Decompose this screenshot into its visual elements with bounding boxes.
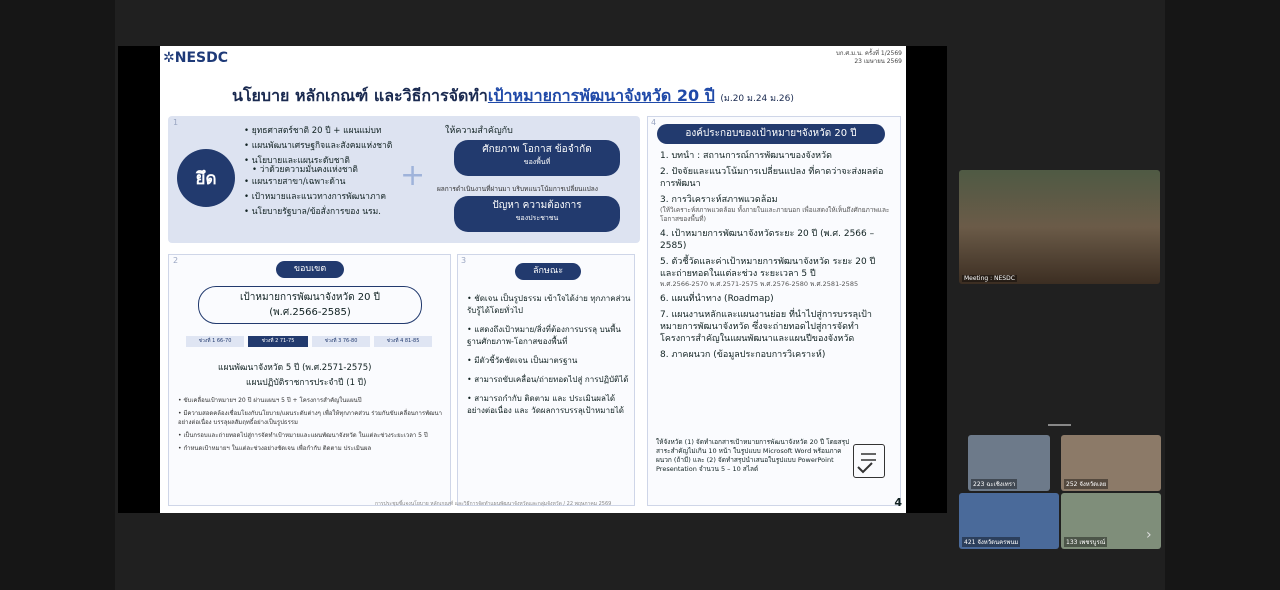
list-item [660,293,894,305]
target-line-1: เป้าหมายการพัฒนาจังหวัด 20 ปี [239,292,381,303]
period-4: ช่วงที่ 4 81-85 [374,336,432,347]
list-item: • นโยบายและแผนระดับชาติ [244,154,392,169]
pill-needs [454,196,620,232]
context-note: ผลการดำเนินงานที่ผ่านมา บริบทแนวโน้มการเปลี่ยนแปลง [437,185,598,193]
item-main: 5. ตัวชี้วัดและค่าเป้าหมายการพัฒนาจังหวัด ระยะ 20 ปี และถ่ายทอดในแต่ละช่วง ระยะเวลา 5 ปี [660,257,876,279]
list-item [660,349,894,361]
pill-sub: ของประชาชน [515,214,559,222]
meta-line-2: 23 เมษายน 2569 [854,58,902,65]
participant-tile[interactable] [959,493,1059,549]
adhere-list [244,124,392,220]
list-item [660,309,894,345]
list-item: • เป็นกรอบและถ่ายทอดไปสู่การจัดทำเป้าหมายและแผนพัฒนาจังหวัด ในแต่ละช่วงระยะเวลา 5 ปี [178,431,446,440]
pill-potential [454,140,620,176]
scope-tag: ขอบเขต [276,261,344,278]
list-item: • แสดงถึงเป้าหมาย/สิ่งที่ต้องการบรรลุ บนพื้นฐานศักยภาพ-โอกาสของพื้นที่ [467,324,631,348]
video-label: Meeting : NESDC [964,275,1015,282]
list-item [660,150,894,162]
box1-number: 1 [173,118,179,127]
plan-chain [218,361,371,391]
list-item [660,194,894,224]
components-heading: องค์ประกอบของเป้าหมายฯจังหวัด 20 ปี [657,124,885,144]
characteristics-tag: ลักษณะ [515,263,581,280]
participant-tile[interactable] [968,435,1050,491]
tile-label: 421 จังหวัดนครพนม [964,539,1019,546]
list-item: • แผนพัฒนาเศรษฐกิจและสังคมแห่งชาติ [244,139,392,154]
title-pre: นโยบาย หลักเกณฑ์ และวิธีการจัดทำ [232,86,488,105]
list-item: • มีความสอดคล้องเชื่อมโยงกับนโยบาย/แผนระดับต่างๆ เพื่อให้ทุกภาคส่วน ร่วมกันขับเคลื่อนการพัฒนาอย่างต่อเนื่อง บรรลุผลสัมฤทธิ์อย่างเป็นรูปธรรม [178,409,446,427]
item-main: 8. ภาคผนวก (ข้อมูลประกอบการวิเคราะห์) [660,350,826,360]
tile-label: 133 เพชรบูรณ์ [1066,539,1106,546]
item-main: 3. การวิเคราะห์สภาพแวดล้อม [660,195,778,205]
chevron-right-icon[interactable]: › [1146,527,1152,543]
item-main: 4. เป้าหมายการพัฒนาจังหวัดระยะ 20 ปี (พ.ศ. 2566 – 2585) [660,229,875,251]
list-item [660,256,894,289]
plan-annual: แผนปฏิบัติราชการประจำปี (1 ปี) [246,378,367,388]
list-item: • ยุทธศาสตร์ชาติ 20 ปี + แผนแม่บท [244,124,392,139]
item-main: 6. แผนที่นำทาง (Roadmap) [660,294,774,304]
box3-number: 3 [461,256,467,265]
slide-content [160,46,906,513]
tile-label: 252 จังหวัดเลย [1066,481,1107,488]
title-underlined: เป้าหมายการพัฒนาจังหวัด 20 ปี [487,86,715,105]
meta-line-1: บก.ศ.ม.น. ครั้งที่ 1/2569 [836,50,902,57]
list-item: • สามารถกำกับ ติดตาม และ ประเมินผลได้อย่างต่อเนื่อง และ วัดผลการบรรลุเป้าหมายได้ [467,393,631,417]
pill-sub: ของพื้นที่ [523,158,551,166]
characteristics-list [467,293,631,424]
list-item: • เป้าหมายและแนวทางการพัฒนาภาค [244,190,392,205]
item-sub: (ให้วิเคราะห์สภาพแวดล้อม ทั้งภายในและภายนอก เพื่อแสดงให้เห็นถึงศักยภาพและโอกาสของพื้นที่) [660,206,890,223]
plan-5yr: แผนพัฒนาจังหวัด 5 ปี (พ.ศ.2571-2575) [218,363,372,373]
title-ref: (ม.20 ม.24 ม.26) [720,94,794,104]
item-sub: พ.ศ.2566-2570 พ.ศ.2571-2575 พ.ศ.2576-2580 พ.ศ.2581-2585 [660,280,859,288]
period-3: ช่วงที่ 3 76-80 [312,336,370,347]
tile-label: 223 ฉะเชิงเทรา [973,481,1016,488]
document-check-icon [853,444,885,478]
period-2: ช่วงที่ 2 71-75 [248,336,308,347]
period-1: ช่วงที่ 1 66-70 [186,336,244,347]
nesdc-logo: ✲NESDC [163,50,228,66]
list-item [660,228,894,252]
list-item: • ว่าด้วยความมั่นคงแห่งชาติ [244,166,392,175]
list-item: • นโยบายรัฐบาล/ข้อสั่งการของ นรม. [244,205,392,220]
box2-number: 2 [173,256,179,265]
main-video-tile[interactable] [959,170,1160,284]
components-list [660,150,894,365]
panel-drag-handle[interactable] [1048,424,1071,426]
slide-footer: การประชุมชี้แจงนโยบาย หลักเกณฑ์ และวิธีการจัดทำแผนพัฒนาจังหวัดและกลุ่มจังหวัด / 22 พฤษภาคม 2569 [375,501,612,507]
scope-notes [178,396,446,457]
left-margin [0,0,115,590]
list-item: • ชัดเจน เป็นรูปธรรม เข้าใจได้ง่าย ทุกภาคส่วนรับรู้ได้โดยทั่วไป [467,293,631,317]
right-margin [1165,0,1280,590]
item-main: 7. แผนงานหลักและแผนงานย่อย ที่นำไปสู่การบรรลุเป้าหมายการพัฒนาจังหวัด ซึ่งจะถ่ายทอดไปสู่การจัดทำโครงการสำคัญในแผนพัฒนาและแผนปีของจังหวัด [660,310,872,344]
target-20yr [198,286,422,324]
list-item [660,166,894,190]
pill-main: ศักยภาพ โอกาส ข้อจำกัด [482,144,592,155]
slide-page-number: 4 [894,496,902,509]
components-footnote: ให้จังหวัด (1) จัดทำเอกสารเป้าหมายการพัฒนาจังหวัด 20 ปี โดยสรุปสาระสำคัญไม่เกิน 10 หน้า ในรูปแบบ Microsoft Word พร้อมภาคผนวก (ถ้ามี) และ (2) จัดทำสรุปนำเสนอในรูปแบบ PowerPoint Presentation จำนวน 5 – 10 สไลด์ [656,438,850,473]
yud-label: ยึด [195,168,217,189]
focus-heading: ให้ความสำคัญกับ [445,126,513,136]
yud-circle [177,149,235,207]
target-line-2: (พ.ศ.2566-2585) [269,307,351,318]
item-main: 1. บทนำ : สถานการณ์การพัฒนาของจังหวัด [660,151,832,161]
item-main: 2. ปัจจัยและแนวโน้มการเปลี่ยนแปลง ที่คาดว่าจะส่งผลต่อการพัฒนา [660,167,884,189]
plus-icon: + [400,158,426,193]
list-item: • ขับเคลื่อนเป้าหมายฯ 20 ปี ผ่านแผนฯ 5 ปี + โครงการสำคัญในแผนปี [178,396,446,405]
list-item: • มีตัวชี้วัดชัดเจน เป็นมาตรฐาน [467,355,631,367]
box4-number: 4 [651,118,657,127]
list-item: • แผนรายสาขา/เฉพาะด้าน [244,175,392,190]
pill-main: ปัญหา ความต้องการ [492,200,582,211]
list-item: • สามารถขับเคลื่อน/ถ่ายทอดไปสู่ การปฏิบัติได้ [467,374,631,386]
list-item: • กำหนดเป้าหมายฯ ในแต่ละช่วงอย่างชัดเจน เพื่อกำกับ ติดตาม ประเมินผล [178,444,446,453]
participant-tile[interactable] [1061,435,1161,491]
